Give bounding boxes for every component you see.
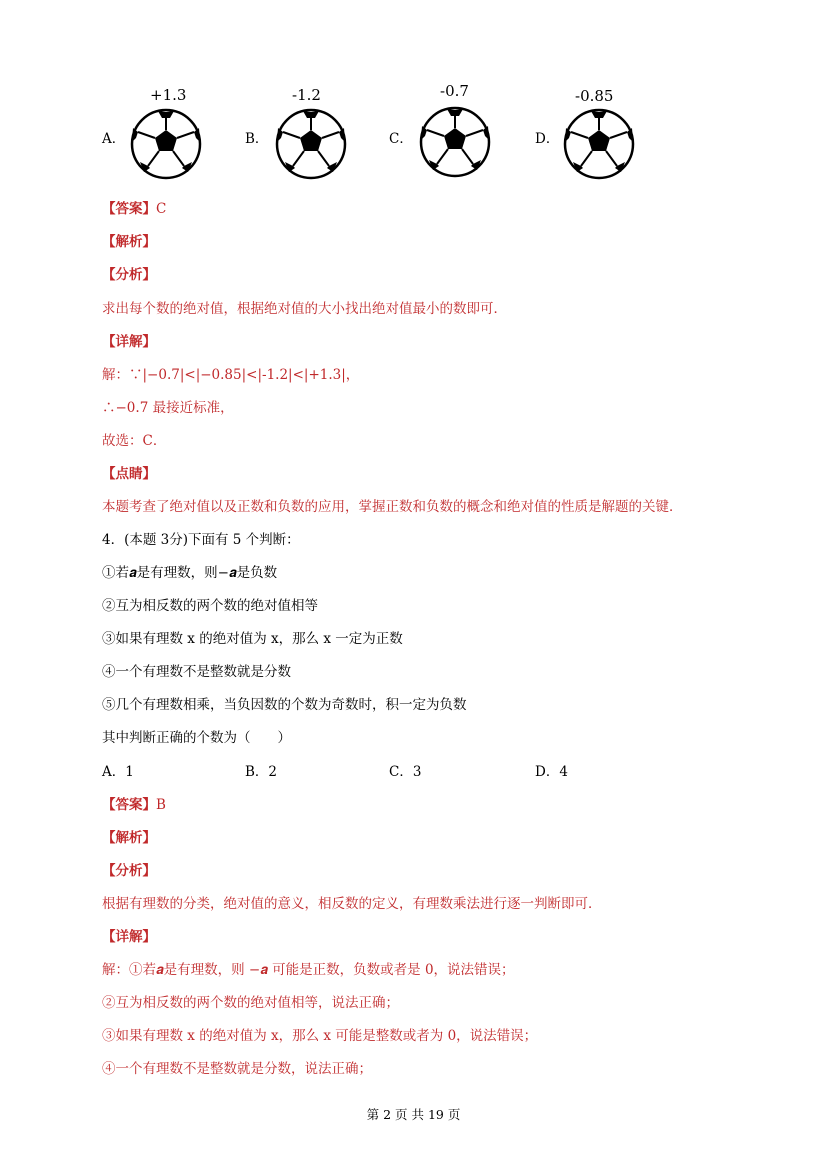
- q4-analysis-tag: 【解析】: [102, 830, 156, 846]
- soccer-ball-icon: [419, 106, 491, 178]
- q3-step-3: 故选：C．: [102, 433, 167, 449]
- q4-choice-a: A．1: [102, 764, 134, 780]
- answer-value: B: [156, 797, 166, 813]
- q4-fenxi-text: 根据有理数的分类，绝对值的意义，相反数的定义，有理数乘法进行逐一判断即可．: [102, 896, 602, 912]
- q4-choice-d: D．4: [535, 764, 568, 780]
- q4-choice-c: C．3: [389, 764, 422, 780]
- q3-xiangjie-tag: 【详解】: [102, 334, 156, 350]
- q4-statement-3: ③如果有理数 x 的绝对值为 x，那么 x 一定为正数: [102, 631, 403, 647]
- soccer-ball-icon: [130, 108, 202, 180]
- q4-choice-b: B．2: [245, 764, 278, 780]
- option-c-value: -0.7: [440, 82, 469, 100]
- option-b-value: -1.2: [292, 86, 321, 104]
- q4-fenxi-tag: 【分析】: [102, 863, 156, 879]
- q3-dianjing-tag: 【点睛】: [102, 466, 156, 482]
- option-a-value: +1.3: [150, 86, 187, 104]
- q4-statement-4: ④一个有理数不是整数就是分数: [102, 664, 291, 680]
- q3-dianjing-text: 本题考查了绝对值以及正数和负数的应用，掌握正数和负数的概念和绝对值的性质是解题的关键．: [102, 499, 683, 515]
- ball-options-row: [0, 82, 827, 182]
- q4-detail-1: 解：①若𝒂是有理数，则 −𝒂 可能是正数，负数或者是 0，说法错误；: [102, 962, 515, 978]
- q4-statement-1: ①若𝒂是有理数，则−𝒂是负数: [102, 565, 278, 581]
- answer-value: C: [156, 201, 167, 217]
- option-b-letter: B．: [245, 131, 269, 147]
- q3-answer-line: [102, 197, 166, 217]
- option-d-value: -0.85: [575, 87, 614, 105]
- q3-step-2: ∴−0.7 最接近标准，: [102, 400, 234, 416]
- answer-tag: 【答案】: [102, 797, 156, 813]
- q3-fenxi-tag: 【分析】: [102, 267, 156, 283]
- q4-detail-4: ④一个有理数不是整数就是分数，说法正确；: [102, 1061, 372, 1077]
- option-c-letter: C．: [389, 131, 413, 147]
- q4-detail-3: ③如果有理数 x 的绝对值为 x，那么 x 可能是整数或者为 0，说法错误；: [102, 1028, 538, 1044]
- q4-xiangjie-tag: 【详解】: [102, 929, 156, 945]
- q3-fenxi-text: 求出每个数的绝对值，根据绝对值的大小找出绝对值最小的数即可．: [102, 301, 507, 317]
- q3-analysis-tag: 【解析】: [102, 234, 156, 250]
- q4-answer-line: [102, 793, 166, 813]
- page-footer: 第 2 页 共 19 页: [366, 1107, 461, 1122]
- option-d-letter: D．: [535, 131, 560, 147]
- q4-statement-2: ②互为相反数的两个数的绝对值相等: [102, 598, 318, 614]
- q4-question: 其中判断正确的个数为（ ）: [102, 730, 291, 746]
- q4-detail-2: ②互为相反数的两个数的绝对值相等，说法正确；: [102, 995, 399, 1011]
- q4-statement-5: ⑤几个有理数相乘，当负因数的个数为奇数时，积一定为负数: [102, 697, 467, 713]
- option-a-letter: A．: [102, 131, 126, 147]
- answer-tag: 【答案】: [102, 201, 156, 217]
- q3-step-1: 解：∵|−0.7|<|−0.85|<|-1.2|<|+1.3|，: [102, 367, 360, 383]
- soccer-ball-icon: [275, 108, 347, 180]
- q4-stem: 4．(本题 3分)下面有 5 个判断：: [102, 532, 300, 548]
- soccer-ball-icon: [563, 108, 635, 180]
